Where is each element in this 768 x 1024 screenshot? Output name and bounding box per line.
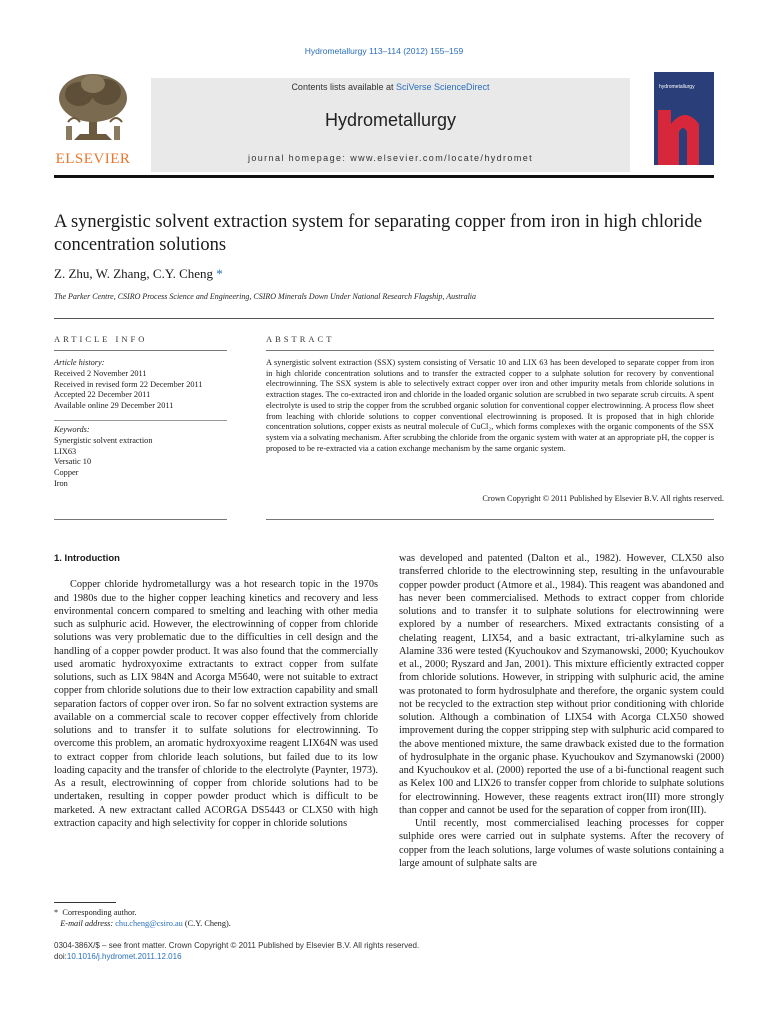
history-item: Accepted 22 December 2011 [54, 390, 151, 400]
history-item: Received 2 November 2011 [54, 368, 147, 378]
article-title: A synergistic solvent extraction system for separating copper from iron in high chloride concentration solutions [54, 212, 703, 255]
article-history: Article history: Received 2 November 2011 Received in revised form 22 December 2011 Accepted 22 December 2011 Available online 29 December 2011 [54, 358, 229, 412]
publisher-wordmark: ELSEVIER [55, 151, 131, 167]
article-info-heading: ARTICLE INFO [54, 334, 148, 344]
masthead [151, 78, 630, 172]
front-matter-notice: 0304-386X/$ – see front matter. Crown Copyright © 2011 Published by Elsevier B.V. All rights reserved. doi:10.1016/j.hydromet.2011.12.016 [54, 940, 454, 962]
history-item: Available online 29 December 2011 [54, 401, 174, 411]
body-column-left [54, 552, 378, 830]
cover-title: hydrometallurgy [659, 84, 695, 90]
divider [54, 350, 227, 351]
footnote: * Corresponding author. E-mail address: chu.cheng@csiro.au (C.Y. Cheng). [54, 908, 231, 928]
divider [266, 519, 714, 520]
affiliation: The Parker Centre, CSIRO Process Science and Engineering, CSIRO Minerals Down Under National Research Flagship, Australia [54, 292, 477, 301]
journal-homepage[interactable]: journal homepage: www.elsevier.com/locate/hydromet [247, 153, 534, 163]
contents-line: Contents lists available at SciVerse ScienceDirect [291, 82, 490, 92]
abstract-text: A synergistic solvent extraction (SSX) system consisting of Versatic 10 and LIX 63 has been developed to separate copper from iron in high chloride concentration solutions and to transfer the extracted copper to a sulphate solution for recovery by conventional electrowinning. The SSX system is able to selectively extract copper over iron and other impurity metals from chloride solutions in extraction stages. The co-extracted iron and chloride in the loaded organic solution are scrubbed in two separate scrub circuits. A spent electrolyte is used to strip the copper from the scrubbed organic solution for conventional copper electrowinning. A process flow sheet from leaching with chloride solutions to copper conventional electrowinning is proposed. It is proposed that in high chloride concentration solutions, copper exists as neutral molecule of CuCl₂, which forms complexes with the organic components of the SSX system via a solvating mechanism. After scrubbing the chloride from the organic system with water at an appropriate pH, the copper is proposed to be re-extracted via a cation exchange mechanism by the same organic system. [266, 358, 714, 453]
elsevier-tree-logo [54, 72, 144, 172]
keyword: Versatic 10 [54, 457, 92, 467]
sciencedirect-link[interactable]: SciVerse ScienceDirect [396, 82, 490, 92]
divider [54, 420, 227, 421]
corresponding-author-mark[interactable]: * [216, 266, 223, 281]
keyword: Synergistic solvent extraction [54, 435, 153, 445]
author-email-link[interactable]: chu.cheng@csiro.au [115, 919, 183, 928]
section-heading: 1. Introduction [54, 553, 120, 564]
journal-name: Hydrometallurgy [324, 110, 457, 130]
title-rule [54, 318, 714, 319]
abstract-copyright: Crown Copyright © 2011 Published by Elsevier B.V. All rights reserved. [482, 494, 724, 503]
journal-header [54, 72, 714, 172]
body-column-right [399, 552, 724, 870]
divider [266, 350, 714, 351]
footnote-rule [54, 902, 116, 903]
journal-cover-image [654, 72, 714, 165]
abstract-heading: ABSTRACT [266, 334, 335, 344]
header-rule [54, 175, 714, 178]
body-paragraph: was developed and patented (Dalton et al., 1982). However, CLX50 also transferred chloride to the electrowinning step, resulting in the unfavourable copper powder product (Atmore et al., 1984). This reagent was abandoned and has never been commercialised. Methods to extract copper from chloride solutions and to transfer it to sulphate solutions for electrowinning were explored by a number of researchers. Mixed extractants consisting of a chelating reagent, LIX54, and a basic extractant, tri-alkylamine such as Alamine 336 were tested (Kyuchoukov and Szymanowski, 2000; Kyuchoukov et al., 2000; Ryszard and Jan, 2001). This mixture efficiently extracted copper from chloride solutions. However, in stripping with sulphuric acid, the amine was protonated to form hydrosulphate and therefore, the organic system could not be recycled to the extraction step without prior conditioning with chloride solution. Although a combination of LIX54 with Acorga CLX50 showed improvement during the copper stripping step with sulphuric acid compared to the above mentioned mixture, the same drawback existed due to the formation of hydrosulphate in the organic phase. Kyuchoukov and Szymanowski (2000) and Kyuchoukov et al. (2000) reported the use of a bi-functional reagent such as Kelex 100 and LIX26 to transfer copper from chloride to sulphate solutions for electrowinning. However, these reagents extract iron(III) more strongly than copper and cannot be used for the separation of copper from iron(III). [399, 553, 724, 816]
divider [54, 519, 227, 520]
history-item: Received in revised form 22 December 2011 [54, 379, 203, 389]
issn-line: 0304-386X/$ – see front matter. Crown Copyright © 2011 Published by Elsevier B.V. All rights reserved. [54, 941, 420, 950]
journal-citation[interactable]: Hydrometallurgy 113–114 (2012) 155–159 [304, 46, 464, 56]
doi-link[interactable]: 10.1016/j.hydromet.2011.12.016 [66, 952, 182, 961]
keyword: Copper [54, 468, 79, 478]
keywords: Keywords: Synergistic solvent extraction LIX63 Versatic 10 Copper Iron [54, 425, 229, 490]
keyword: LIX63 [54, 446, 77, 456]
body-paragraph: Until recently, most commercialised leaching processes for copper sulphide ores were carried out in sulphate systems. After the recovery of copper from the leach solutions, large volumes of waste solutions containing a large amount of sulphate salts are [399, 818, 724, 869]
author-list: Z. Zhu, W. Zhang, C.Y. Cheng * [54, 266, 223, 281]
body-paragraph: Copper chloride hydrometallurgy was a hot research topic in the 1970s and 1980s due to the higher copper leaching kinetics and recovery and less environmental concern compared to smelting and leaching with other media such as sulphuric acid. However, the electrowinning of copper from chloride solutions was very problematic due to the difficulties in cell design and the handling of a copper powder product. It was also found that the commercially used aromatic hydroxyoxime extractants to extract copper from sulfate solutions, such as LIX 984N and Acorga M5640, were not suitable to extract copper from chloride solutions due to their low extraction capability and small separation factors of copper over iron. So far no solvent extraction systems are available on a commercial scale to recover copper effectively from chloride solutions and to transfer it to sulfate solutions for electrowinning. To overcome this problem, an aromatic hydroxyoxime reagent LIX64N was used to extract copper from chloride leach solutions, but failed due to its low loading capacity and the transfer of chloride to the electrolyte (Paynter, 1973). As a result, electrowinning of copper from chloride solutions had to be undertaken, resulting in copper powder product which is difficult to be marketed. A new extractant called ACORGA DS5443 or CLX50 with high extraction capacity and high selectivity for copper in chloride solutions [54, 579, 378, 829]
keyword: Iron [54, 478, 68, 488]
